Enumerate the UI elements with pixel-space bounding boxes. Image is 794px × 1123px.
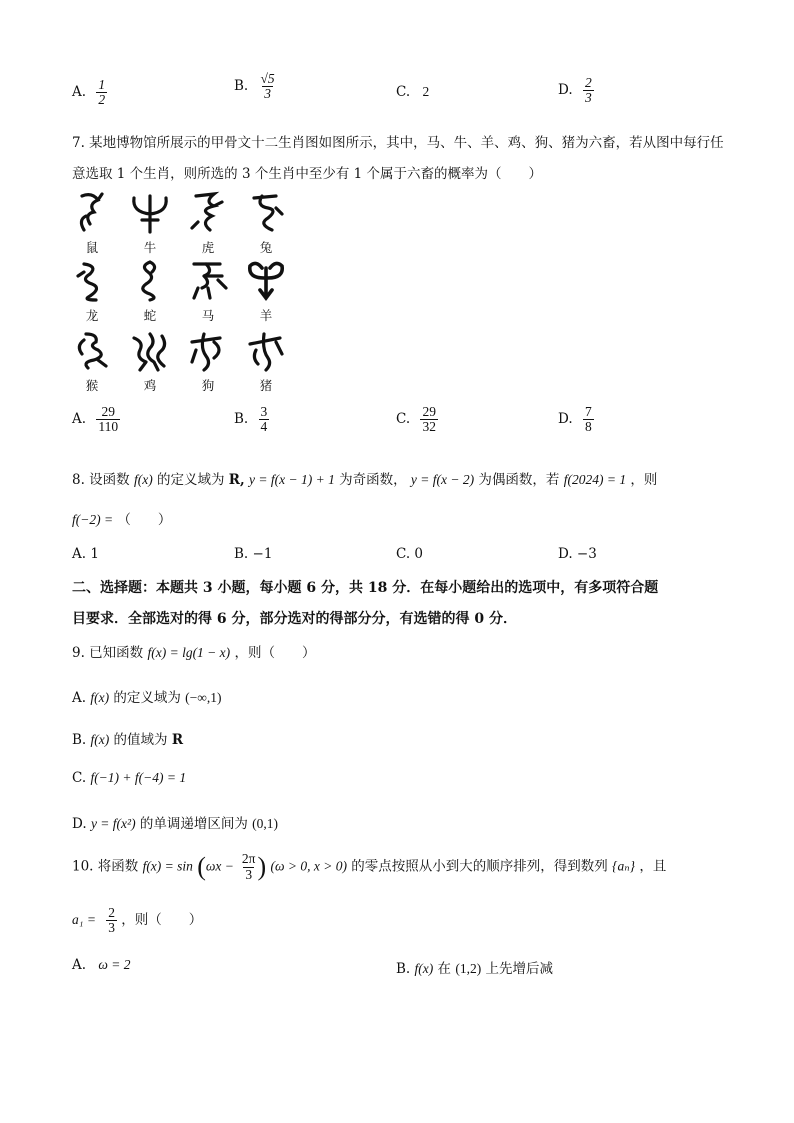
tiger-glyph-icon <box>184 190 232 234</box>
q7-option-d[interactable]: D. $\frac{7}{8}$ <box>558 404 592 435</box>
q7-stem-line1: 7. 某地博物馆所展示的甲骨文十二生肖图如图所示，其中，马、牛、羊、鸡、狗、猪为六畜，若从图中每行任 <box>72 135 724 151</box>
q6-option-a[interactable]: A. $\frac{1}{2}$ <box>72 77 106 108</box>
q9-option-d[interactable]: D. y = f(x²) 的单调递增区间为 (0,1) <box>72 816 279 832</box>
q8-stem-line1: 8. 设函数 f(x) 的定义域为 R, y = f(x − 1) + 1 为奇函数， y = f(x − 2) 为偶函数，若 f(2024) = 1 ，则 <box>72 472 658 488</box>
zodiac-label: 兔 <box>259 240 273 255</box>
zodiac-figure <box>64 188 304 398</box>
fraction: $\frac{7}{8}$ <box>584 404 592 435</box>
zodiac-label: 牛 <box>143 240 157 255</box>
rabbit-glyph-icon <box>242 190 290 234</box>
snake-glyph-icon <box>126 258 174 302</box>
q10-stem-line1: 10. 将函数 f(x) = sin (ωx − $\frac{2\pi}{3}$ ) (ω > 0, x > 0) 的零点按照从小到大的顺序排列，得到数列 {aₙ} ，且 <box>72 851 667 882</box>
section-heading-line2: 目要求．全部选对的得 6 分，部分选对的得部分分，有选错的得 0 分． <box>72 611 517 627</box>
q9-stem: 9. 已知函数 f(x) = lg(1 − x) ，则（ ） <box>72 645 316 661</box>
horse-glyph-icon <box>184 258 232 302</box>
fraction: $\frac{1}{2}$ <box>98 77 106 108</box>
rat-glyph-icon <box>68 190 116 234</box>
fraction: $\frac{3}{4}$ <box>260 404 268 435</box>
zodiac-label: 猴 <box>85 378 99 393</box>
zodiac-label: 龙 <box>85 308 99 323</box>
q7-option-c[interactable]: C. $\frac{29}{32}$ <box>396 404 436 435</box>
zodiac-label: 猪 <box>259 378 273 393</box>
q6-option-c[interactable]: C. 2 <box>396 84 430 100</box>
zodiac-label: 蛇 <box>143 308 157 323</box>
fraction: $\frac{2}{3}$ <box>584 75 592 106</box>
zodiac-label: 鸡 <box>143 378 157 393</box>
zodiac-label: 鼠 <box>85 240 99 255</box>
rooster-glyph-icon <box>126 328 174 372</box>
q7-stem-line2: 意选取 1 个生肖，则所选的 3 个生肖中至少有 1 个属于六畜的概率为（ ） <box>72 166 543 182</box>
q8-option-c[interactable]: C. 0 <box>396 546 424 562</box>
q10-stem-line2: a₁ = $\frac{2}{3}$ ，则（ ） <box>72 905 203 936</box>
sheep-glyph-icon <box>242 258 290 302</box>
pig-glyph-icon <box>242 328 290 372</box>
q10-option-a[interactable]: A. ω = 2 <box>72 957 131 973</box>
fraction: $\frac{√5}{3}$ <box>260 71 275 102</box>
q6-option-d[interactable]: D. $\frac{2}{3}$ <box>558 75 592 106</box>
q6-option-b[interactable]: B. $\frac{√5}{3}$ <box>234 71 275 102</box>
ox-glyph-icon <box>126 190 174 234</box>
fraction: $\frac{29}{110}$ <box>98 404 119 435</box>
q7-option-b[interactable]: B. $\frac{3}{4}$ <box>234 404 268 435</box>
fraction: $\frac{2}{3}$ <box>108 905 115 936</box>
fraction: $\frac{2\pi}{3}$ <box>241 851 256 882</box>
zodiac-label: 羊 <box>259 308 273 323</box>
q10-option-b[interactable]: B. f(x) 在 (1,2) 上先增后减 <box>396 961 554 977</box>
q9-option-c[interactable]: C. f(−1) + f(−4) = 1 <box>72 770 187 786</box>
q7-option-a[interactable]: A. $\frac{29}{110}$ <box>72 404 119 435</box>
dragon-glyph-icon <box>68 258 116 302</box>
q9-option-a[interactable]: A. f(x) 的定义域为 (−∞,1) <box>72 690 222 706</box>
zodiac-label: 狗 <box>201 378 215 393</box>
monkey-glyph-icon <box>68 328 116 372</box>
q8-option-a[interactable]: A. 1 <box>72 546 99 562</box>
zodiac-label: 虎 <box>201 240 215 255</box>
fraction: $\frac{29}{32}$ <box>422 404 436 435</box>
q8-option-b[interactable]: B. −1 <box>234 546 273 562</box>
section-heading-line1: 二、选择题：本题共 3 小题，每小题 6 分，共 18 分．在每小题给出的选项中，有多项符合题 <box>72 580 659 596</box>
q8-option-d[interactable]: D. −3 <box>558 546 597 562</box>
q8-stem-line2: f(−2) = （ ） <box>72 512 172 528</box>
dog-glyph-icon <box>184 328 232 372</box>
zodiac-label: 马 <box>201 308 215 323</box>
q9-option-b[interactable]: B. f(x) 的值域为 R <box>72 732 184 748</box>
